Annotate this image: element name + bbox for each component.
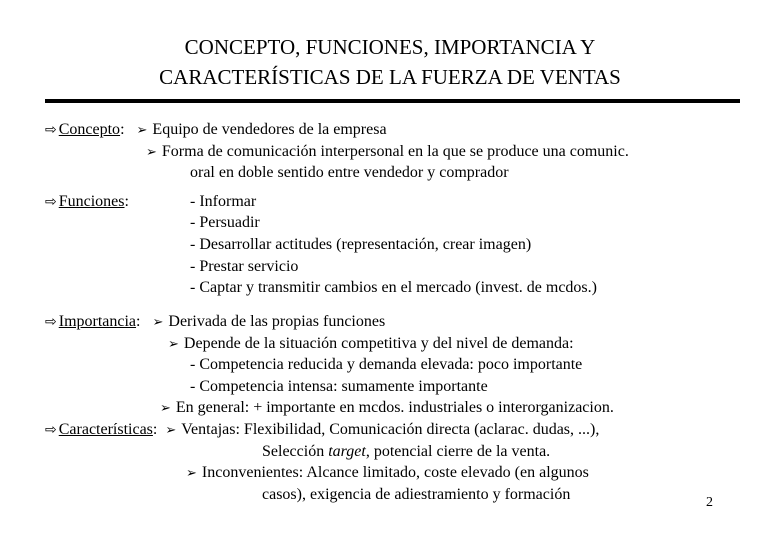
page-number: 2 [706, 495, 713, 510]
arrowhead-bullet-icon: ➢ [146, 145, 157, 160]
funciones-heading-line [45, 192, 129, 212]
caracteristicas-bullet-2-cont: casos), exigencia de adiestramiento y formación [262, 486, 571, 503]
funciones-item: - Desarrollar actitudes (representación, crear imagen) [190, 236, 532, 253]
concepto-colon: : [120, 121, 125, 138]
concepto-line-2 [146, 142, 629, 163]
outlined-right-arrow-icon: ⇨ [45, 422, 57, 438]
caracteristicas-line-3 [186, 463, 589, 484]
importancia-line-3 [160, 398, 614, 419]
title-line-1: CONCEPTO, FUNCIONES, IMPORTANCIA Y [184, 35, 596, 59]
outlined-right-arrow-icon: ⇨ [45, 122, 57, 138]
concepto-bullet-1: Equipo de vendedores de la empresa [152, 121, 387, 138]
arrowhead-bullet-icon: ➢ [186, 466, 197, 481]
caracteristicas-heading: Características [58, 421, 153, 438]
importancia-bullet-3: En general: + importante en mcdos. industriales o interorganizacion. [175, 399, 614, 416]
outlined-right-arrow-icon: ⇨ [45, 194, 57, 210]
funciones-item: - Captar y transmitir cambios en el mercado (invest. de mcdos.) [190, 279, 597, 296]
importancia-line-1 [45, 312, 385, 333]
funciones-item: - Prestar servicio [190, 258, 299, 275]
importancia-sub-2: - Competencia intensa: sumamente importante [190, 378, 488, 395]
concepto-bullet-2-cont: oral en doble sentido entre vendedor y comprador [190, 164, 509, 181]
outlined-right-arrow-icon: ⇨ [45, 314, 57, 330]
caracteristicas-line-1 [45, 420, 599, 441]
arrowhead-bullet-icon: ➢ [160, 401, 171, 416]
importancia-bullet-1: Derivada de las propias funciones [168, 313, 386, 330]
title-line-2: CARACTERÍSTICAS DE LA FUERZA DE VENTAS [159, 65, 621, 89]
caracteristicas-bullet-1-cont-pre: Selección [262, 443, 329, 460]
caracteristicas-bullet-1-cont [262, 442, 550, 462]
concepto-line-1 [45, 120, 387, 141]
funciones-colon: : [124, 193, 129, 210]
title-divider [45, 99, 740, 103]
caracteristicas-bullet-1-cont-post: , potencial cierre de la venta. [365, 443, 551, 460]
importancia-bullet-2: Depende de la situación competitiva y del nivel de demanda: [183, 335, 574, 352]
concepto-heading: Concepto [58, 121, 121, 138]
arrowhead-bullet-icon: ➢ [165, 423, 177, 438]
caracteristicas-bullet-2: Inconvenientes: Alcance limitado, coste elevado (en algunos [201, 464, 589, 481]
funciones-item: - Informar [190, 193, 257, 210]
caracteristicas-target-term: target [328, 443, 366, 460]
arrowhead-bullet-icon: ➢ [152, 315, 164, 330]
page-title [0, 32, 780, 92]
arrowhead-bullet-icon: ➢ [136, 123, 148, 138]
funciones-heading: Funciones [58, 193, 125, 210]
funciones-item: - Persuadir [190, 214, 260, 231]
arrowhead-bullet-icon: ➢ [168, 337, 179, 352]
importancia-heading: Importancia [58, 313, 137, 330]
importancia-line-2 [168, 334, 574, 355]
caracteristicas-bullet-1: Ventajas: Flexibilidad, Comunicación directa (aclarac. dudas, ...), [181, 421, 600, 438]
importancia-colon: : [136, 313, 141, 330]
importancia-sub-1: - Competencia reducida y demanda elevada: poco importante [190, 356, 583, 373]
caracteristicas-colon: : [152, 421, 158, 438]
concepto-bullet-2: Forma de comunicación interpersonal en la que se produce una comunic. [161, 143, 629, 160]
